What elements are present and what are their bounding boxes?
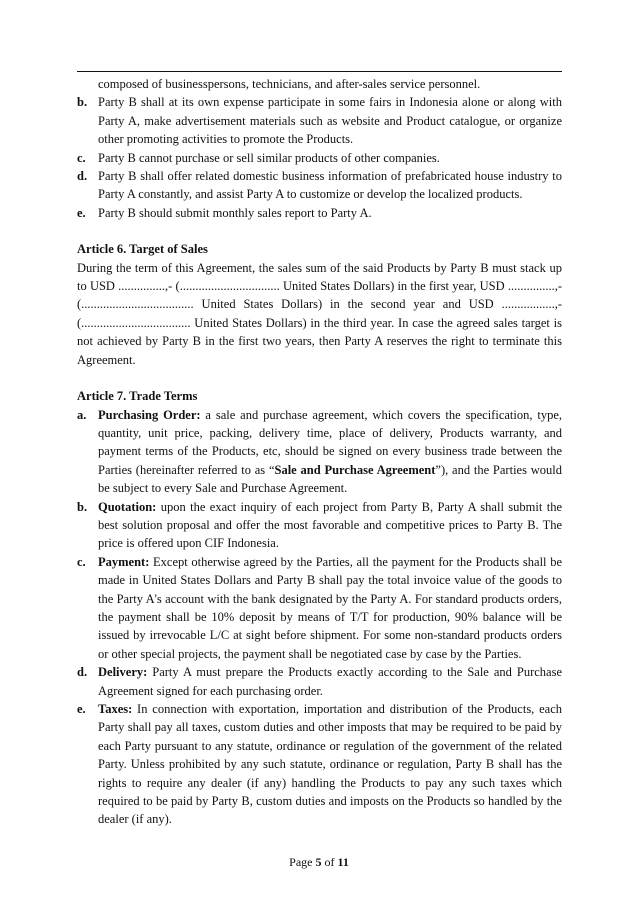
trade-term-purchasing-order <box>77 406 562 498</box>
page-content <box>77 75 562 829</box>
list-item-c <box>77 149 562 167</box>
list-marker: b. <box>77 95 88 110</box>
term-text: In connection with exportation, importation and distribution of the Products, each Party shall pay all taxes, custom duties and other imposts that may be required to be paid by each Party pursuant to any statute, ordinance or regulation of the government of the related Party. Unless prohibited by any such statute, ordinance or regulation, Party B shall has the rights to require any dealer (if any) handling the Products to pay any such taxes which required to be paid by Party B, custom duties and imposts on the Products so handled by the dealer (if any). <box>98 702 562 827</box>
page-footer <box>0 855 638 870</box>
article-7-heading: Article 7. Trade Terms <box>77 389 198 404</box>
list-item-e <box>77 204 562 222</box>
header-rule <box>77 71 562 72</box>
list-marker: c. <box>77 554 86 569</box>
trade-term-payment <box>77 553 562 663</box>
list-item-text: Party B shall at its own expense participate in some fairs in Indonesia alone or along with Party A, make advertisement materials such as website and Product catalogue, or organize other promoting activities to promote the Products. <box>98 95 562 147</box>
list-marker: d. <box>77 665 88 680</box>
list-item-text: Party B should submit monthly sales report to Party A. <box>98 205 372 220</box>
list-item-text: Party B shall offer related domestic business information of prefabricated house industry to Party A constantly, and assist Party A to customize or develop the localized products. <box>98 169 562 202</box>
trade-term-delivery <box>77 663 562 700</box>
term-text: a sale and purchase agreement, which covers the specification, type, quantity, unit price, packing, delivery time, place of delivery, Products warranty, and payment terms of the Products, etc, should be signed on every business trade between the Parties (hereinafter referred to as “ <box>98 407 562 477</box>
term-text-after: ”), and the Parties would be subject to every Sale and Purchase Agreement. <box>98 462 562 496</box>
total-page-number: 11 <box>337 855 349 869</box>
list-item-text: Party B cannot purchase or sell similar products of other companies. <box>98 150 440 165</box>
page-of-label: of <box>324 855 335 869</box>
term-defined-name: Sale and Purchase Agreement <box>274 462 436 477</box>
term-text: Except otherwise agreed by the Parties, all the payment for the Products shall be made in United States Dollars and Party B shall pay the total invoice value of the goods to the Party A's account with the bank designated by the Party A. For standard products orders, the payment shall be 10% deposit by means of T/T for production, 90% balance will be issued by irrevocable L/C at sight before shipment. For some non-standard products orders or other special projects, the payment shall be negotiated case by case by the Parties. <box>98 554 562 661</box>
list-marker: e. <box>77 702 86 716</box>
list-marker: b. <box>77 499 88 514</box>
term-label: Taxes: <box>98 702 133 716</box>
list-marker: a. <box>77 407 87 422</box>
term-text: Party A must prepare the Products exactly according to the Sale and Purchase Agreement signed for each purchasing order. <box>98 665 562 698</box>
page-label: Page <box>289 855 313 869</box>
list-item-b <box>77 93 562 148</box>
term-label: Payment: <box>98 554 150 569</box>
current-page-number: 5 <box>315 855 322 869</box>
term-label: Quotation: <box>98 499 157 514</box>
article-6-heading: Article 6. Target of Sales <box>77 242 208 257</box>
article-6-body: During the term of this Agreement, the sales sum of the said Products by Party B must stack up to USD ...............,- (................................ United States Dollars) in the first year, USD ...............,- (.................................... United States Dollars) in the second year and USD .................,- (................................... United States Dollars) in the third year. In case the agreed sales target is not achieved by Party B in the first two years, then Party A reserves the right to terminate this Agreement. <box>77 260 562 367</box>
continuation-line <box>77 75 562 93</box>
trade-term-quotation <box>77 498 562 553</box>
term-label: Delivery: <box>98 665 148 680</box>
trade-term-taxes <box>77 700 562 829</box>
term-text: upon the exact inquiry of each project from Party B, Party A shall submit the best solution proposal and offer the most favorable and competitive prices to Party B. The price is offered upon CIF Indonesia. <box>98 499 562 551</box>
list-marker: d. <box>77 169 88 184</box>
continuation-text: composed of businesspersons, technicians, and after-sales service personnel. <box>98 77 481 91</box>
list-item-d <box>77 167 562 204</box>
list-marker: e. <box>77 205 86 220</box>
term-label: Purchasing Order: <box>98 407 201 422</box>
list-marker: c. <box>77 150 86 165</box>
